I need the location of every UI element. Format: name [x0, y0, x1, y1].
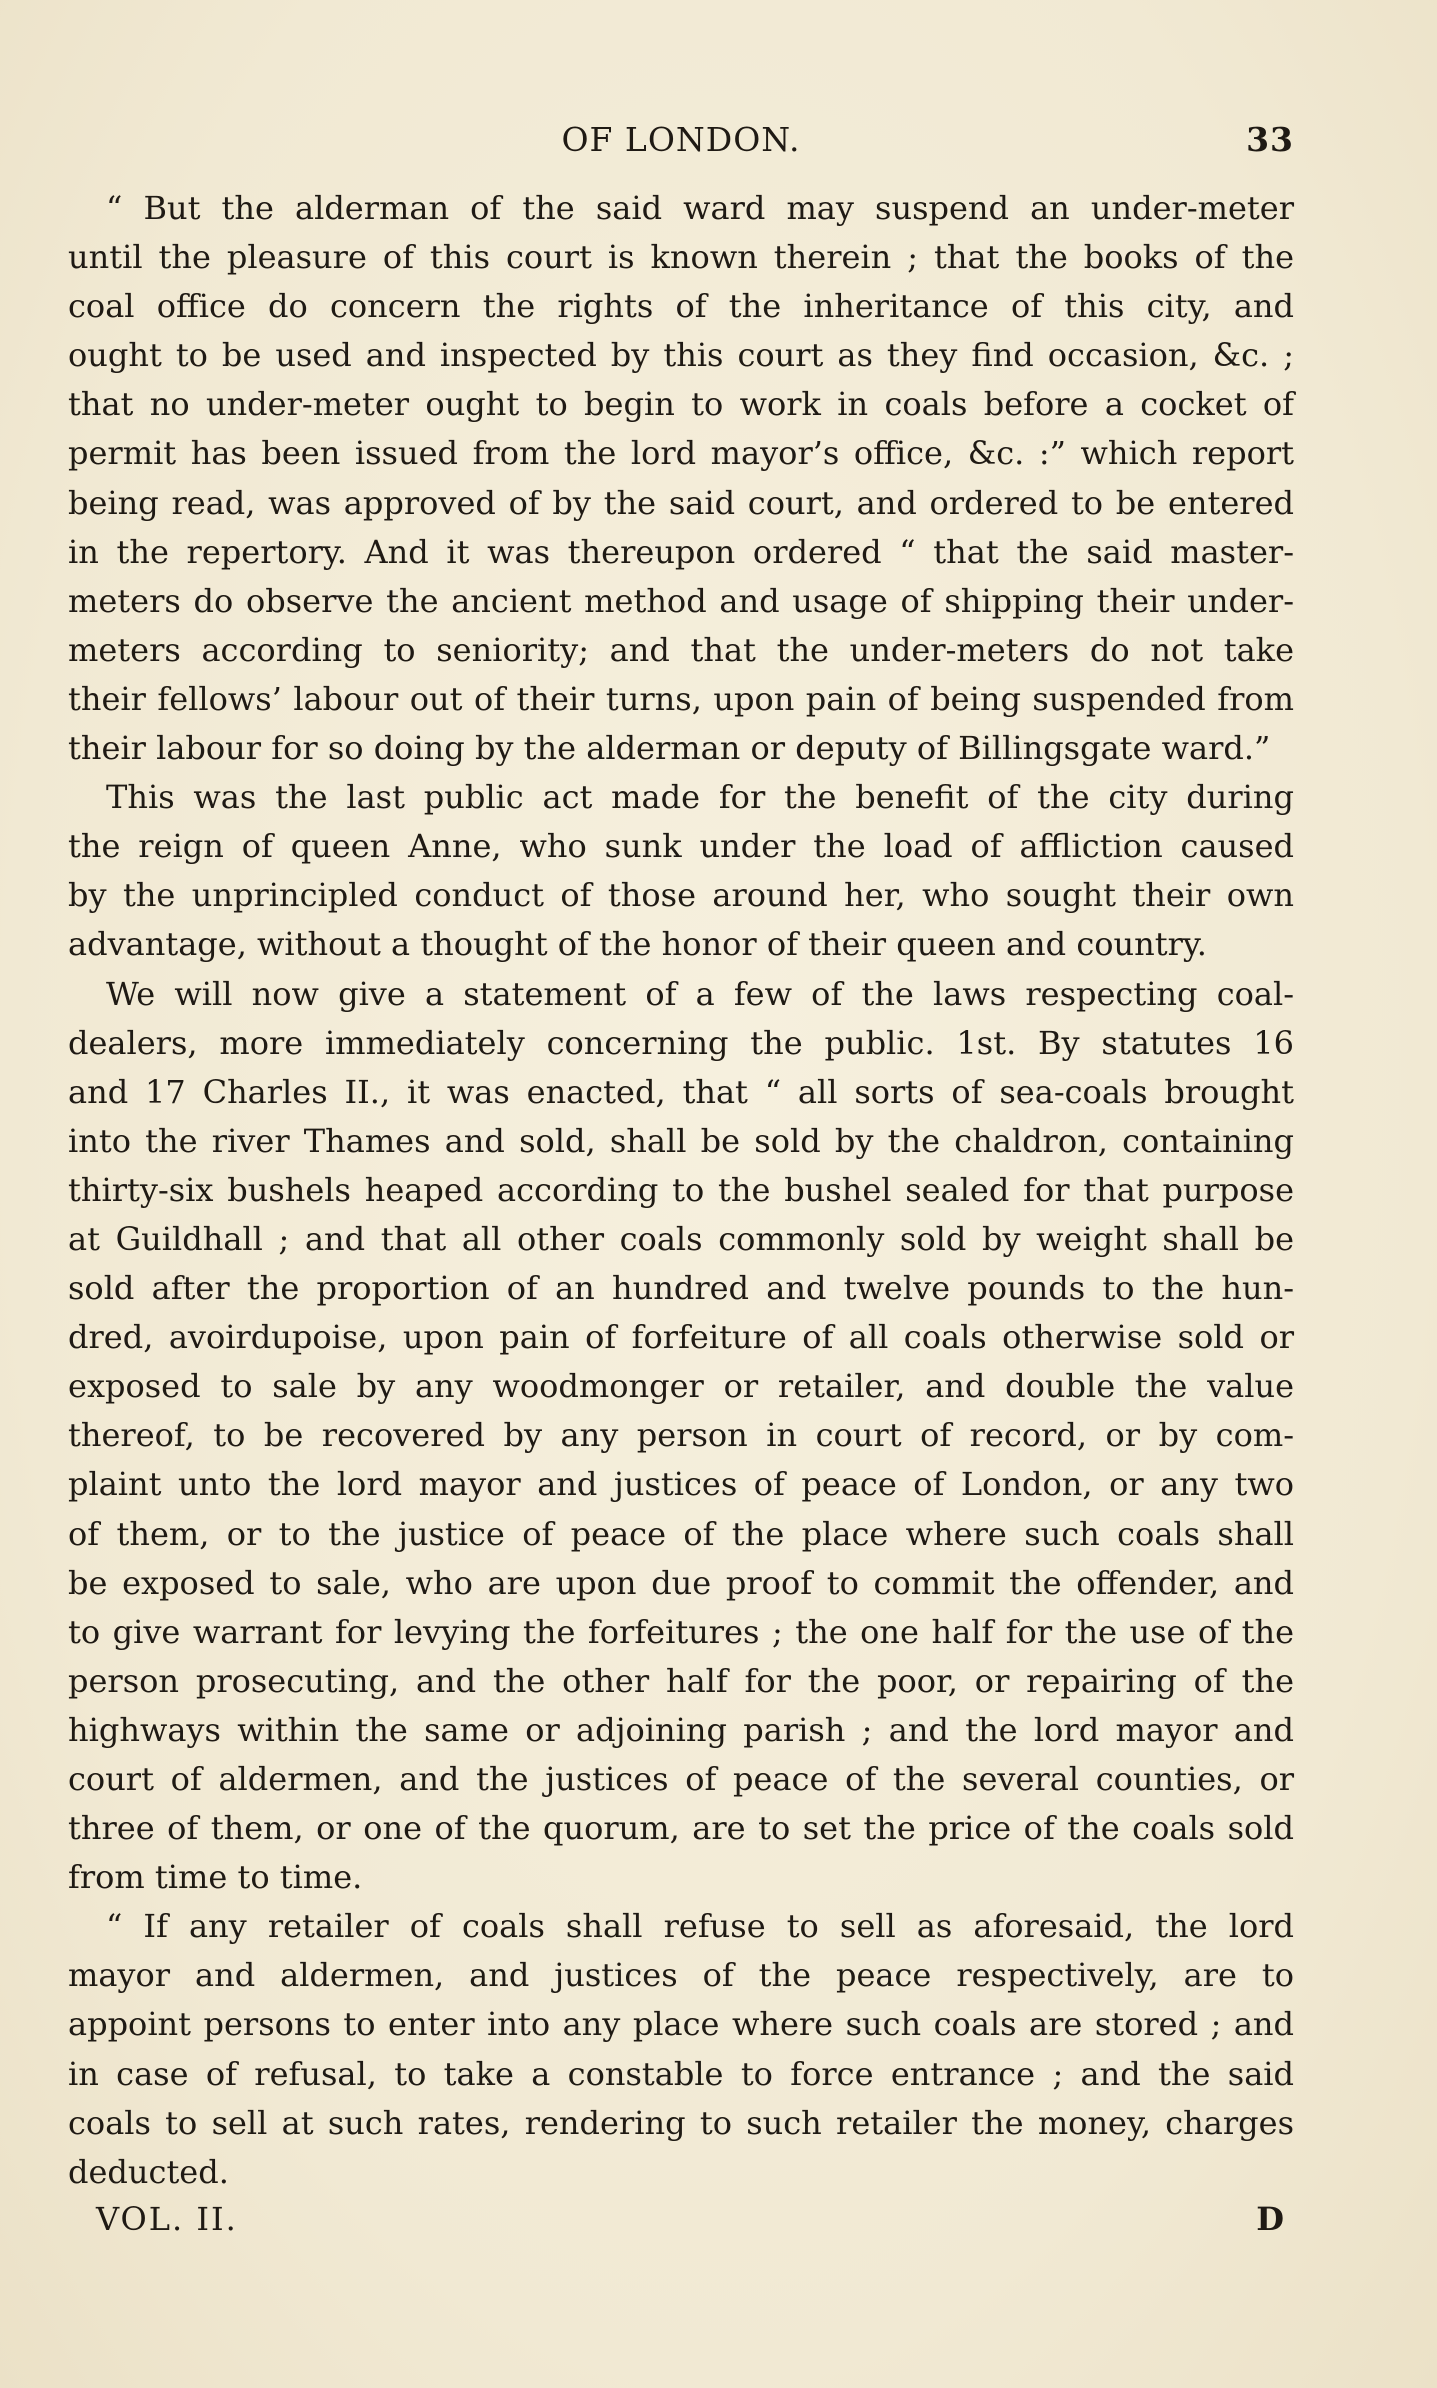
text-line: permit has been issued from the lord mayor’s office, &c. :” which report — [68, 434, 1294, 473]
paragraph — [68, 184, 1294, 773]
text-line: dealers, more immediately concerning the public. 1st. By statutes 16 — [68, 1023, 1294, 1062]
text-line: We will now give a statement of a few of the laws respecting coal- — [106, 974, 1294, 1013]
text-line: meters do observe the ancient method and usage of shipping their under- — [68, 581, 1294, 620]
text-line: in the repertory. And it was thereupon ordered “ that the said master- — [68, 532, 1294, 571]
text-line: mayor and aldermen, and justices of the peace respectively, are to — [68, 1956, 1294, 1995]
signature-mark: D — [1256, 2200, 1284, 2238]
text-line: thereof, to be recovered by any person in court of record, or by com- — [68, 1416, 1294, 1455]
text-line: ought to be used and inspected by this court as they find occasion, &c. ; — [68, 336, 1294, 375]
paragraph — [68, 1902, 1294, 2197]
text-line: sold after the proportion of an hundred and twelve pounds to the hun- — [68, 1269, 1294, 1308]
text-line: dred, avoirdupoise, upon pain of forfeiture of all coals otherwise sold or — [68, 1318, 1294, 1357]
text-line: be exposed to sale, who are upon due proof to commit the offender, and — [68, 1563, 1294, 1602]
text-line: from time to time. — [68, 1858, 363, 1897]
running-title: OF LONDON. — [561, 120, 801, 159]
text-line: “ But the alderman of the said ward may suspend an under-meter — [106, 189, 1294, 227]
text-line: plaint unto the lord mayor and justices of peace of London, or any two — [68, 1465, 1294, 1504]
text-line: “ If any retailer of coals shall refuse to sell as aforesaid, the lord — [106, 1907, 1294, 1946]
volume-label: VOL. II. — [96, 2200, 238, 2238]
text-line: This was the last public act made for the benefit of the city during — [106, 778, 1294, 817]
text-line: being read, was approved of by the said court, and ordered to be entered — [68, 483, 1294, 522]
text-line: highways within the same or adjoining parish ; and the lord mayor and — [68, 1710, 1294, 1749]
body-text — [68, 184, 1294, 2197]
text-line: three of them, or one of the quorum, are to set the price of the coals sold — [68, 1809, 1294, 1848]
text-line: thirty-six bushels heaped according to the bushel sealed for that purpose — [68, 1170, 1294, 1209]
text-line: their labour for so doing by the alderman or deputy of Billingsgate ward.” — [68, 729, 1271, 768]
text-line: into the river Thames and sold, shall be sold by the chaldron, containing — [68, 1121, 1294, 1160]
text-line: that no under-meter ought to begin to work in coals before a cocket of — [68, 385, 1294, 424]
page-number: 33 — [1246, 120, 1294, 159]
text-line: to give warrant for levying the forfeitures ; the one half for the use of the — [68, 1612, 1294, 1651]
text-line: advantage, without a thought of the honor of their queen and country. — [68, 925, 1207, 964]
text-line: in case of refusal, to take a constable to force entrance ; and the said — [68, 2054, 1294, 2093]
paragraph — [68, 970, 1294, 1903]
text-line: meters according to seniority; and that the under-meters do not take — [68, 630, 1294, 669]
text-line: of them, or to the justice of peace of the place where such coals shall — [68, 1514, 1294, 1553]
text-line: their fellows’ labour out of their turns, upon pain of being suspended from — [68, 679, 1294, 718]
text-line: court of aldermen, and the justices of peace of the several counties, or — [68, 1760, 1294, 1798]
text-line: coal office do concern the rights of the inheritance of this city, and — [68, 287, 1294, 326]
running-header — [68, 120, 1294, 164]
text-line: deducted. — [68, 2152, 229, 2191]
text-line: appoint persons to enter into any place where such coals are stored ; and — [68, 2005, 1294, 2044]
text-line: at Guildhall ; and that all other coals commonly sold by weight shall be — [68, 1219, 1294, 1258]
text-line: exposed to sale by any woodmonger or retailer, and double the value — [68, 1367, 1294, 1406]
text-line: by the unprincipled conduct of those around her, who sought their own — [68, 876, 1294, 915]
text-line: the reign of queen Anne, who sunk under the load of affliction caused — [68, 827, 1294, 866]
text-line: coals to sell at such rates, rendering to such retailer the money, charges — [68, 2103, 1294, 2142]
text-line: until the pleasure of this court is known therein ; that the books of the — [68, 238, 1294, 277]
page-footer — [68, 2200, 1294, 2248]
text-line: person prosecuting, and the other half for the poor, or repairing of the — [68, 1661, 1294, 1700]
paragraph — [68, 773, 1294, 969]
text-line: and 17 Charles II., it was enacted, that “ all sorts of sea-coals brought — [68, 1072, 1294, 1111]
